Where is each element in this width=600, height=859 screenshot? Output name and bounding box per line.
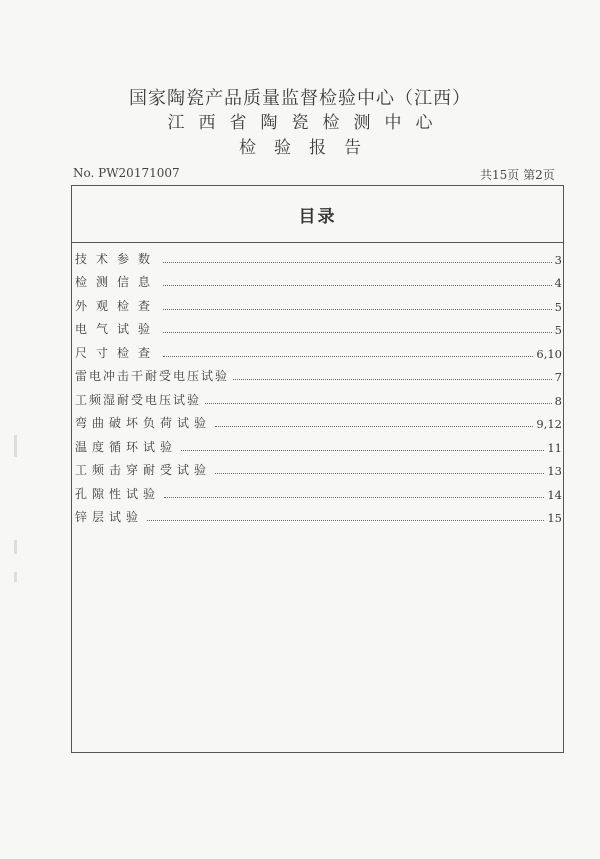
scan-artifact <box>14 435 17 457</box>
toc-page: 15 <box>547 511 562 525</box>
header-institution: 国家陶瓷产品质量监督检验中心（江西） <box>129 88 471 109</box>
toc-page: 9,12 <box>536 417 562 431</box>
toc-leader <box>163 309 552 310</box>
toc-label: 雷电冲击干耐受电压试验 <box>75 369 230 383</box>
toc-page: 8 <box>554 393 562 408</box>
toc-label: 温度循环试验 <box>75 439 178 454</box>
toc-leader <box>181 450 544 451</box>
toc-page: 4 <box>554 276 562 290</box>
toc-row-11 <box>75 502 562 526</box>
toc-page: 3 <box>554 252 562 267</box>
header-center: 江西省陶瓷检测中心 <box>167 113 447 133</box>
toc-leader <box>233 379 552 380</box>
toc-page: 5 <box>554 323 562 337</box>
toc-leader <box>163 332 552 333</box>
toc-row-9 <box>75 455 562 479</box>
toc-label: 外观检查 <box>75 298 160 313</box>
toc-label: 技术参数 <box>75 251 160 266</box>
toc-leader <box>163 285 552 286</box>
report-number: No. PW20171007 <box>73 166 180 180</box>
toc-label: 弯曲破坏负荷试验 <box>75 416 212 430</box>
toc-row-8 <box>75 431 562 455</box>
toc-row-2 <box>75 290 562 314</box>
toc-page: 14 <box>547 487 562 502</box>
toc-leader <box>164 497 544 498</box>
toc-page: 13 <box>547 464 562 478</box>
toc-page: 6,10 <box>536 346 562 361</box>
toc-label: 工频湿耐受电压试验 <box>75 392 202 407</box>
toc-label: 孔隙性试验 <box>75 486 161 501</box>
toc-label: 尺寸检查 <box>75 345 160 360</box>
scan-artifact <box>14 540 17 554</box>
toc-leader <box>163 356 533 357</box>
toc-row-0 <box>75 243 562 267</box>
toc-leader <box>205 403 552 404</box>
toc-row-6 <box>75 384 562 408</box>
toc-title: 目录 <box>72 186 563 243</box>
toc-leader <box>163 262 552 263</box>
toc-page: 7 <box>554 370 562 384</box>
toc-row-1 <box>75 267 562 291</box>
toc-page: 5 <box>554 299 562 314</box>
toc-label: 工频击穿耐受试验 <box>75 463 212 477</box>
toc-frame <box>71 185 564 753</box>
toc-row-4 <box>75 337 562 361</box>
toc-label: 锌层试验 <box>75 510 144 524</box>
toc-label: 检测信息 <box>75 275 160 289</box>
toc-row-7 <box>75 408 562 432</box>
scan-artifact <box>14 572 17 582</box>
toc-label: 电气试验 <box>75 322 160 336</box>
page-info: 共15页 第2页 <box>480 168 555 182</box>
header-report-title: 检验报告 <box>239 138 379 158</box>
toc-leader <box>147 520 544 521</box>
toc-row-5 <box>75 361 562 385</box>
toc-row-3 <box>75 314 562 338</box>
toc-leader <box>215 473 544 474</box>
toc-list <box>75 243 562 525</box>
toc-page: 11 <box>547 440 562 455</box>
toc-leader <box>215 426 533 427</box>
toc-row-10 <box>75 478 562 502</box>
